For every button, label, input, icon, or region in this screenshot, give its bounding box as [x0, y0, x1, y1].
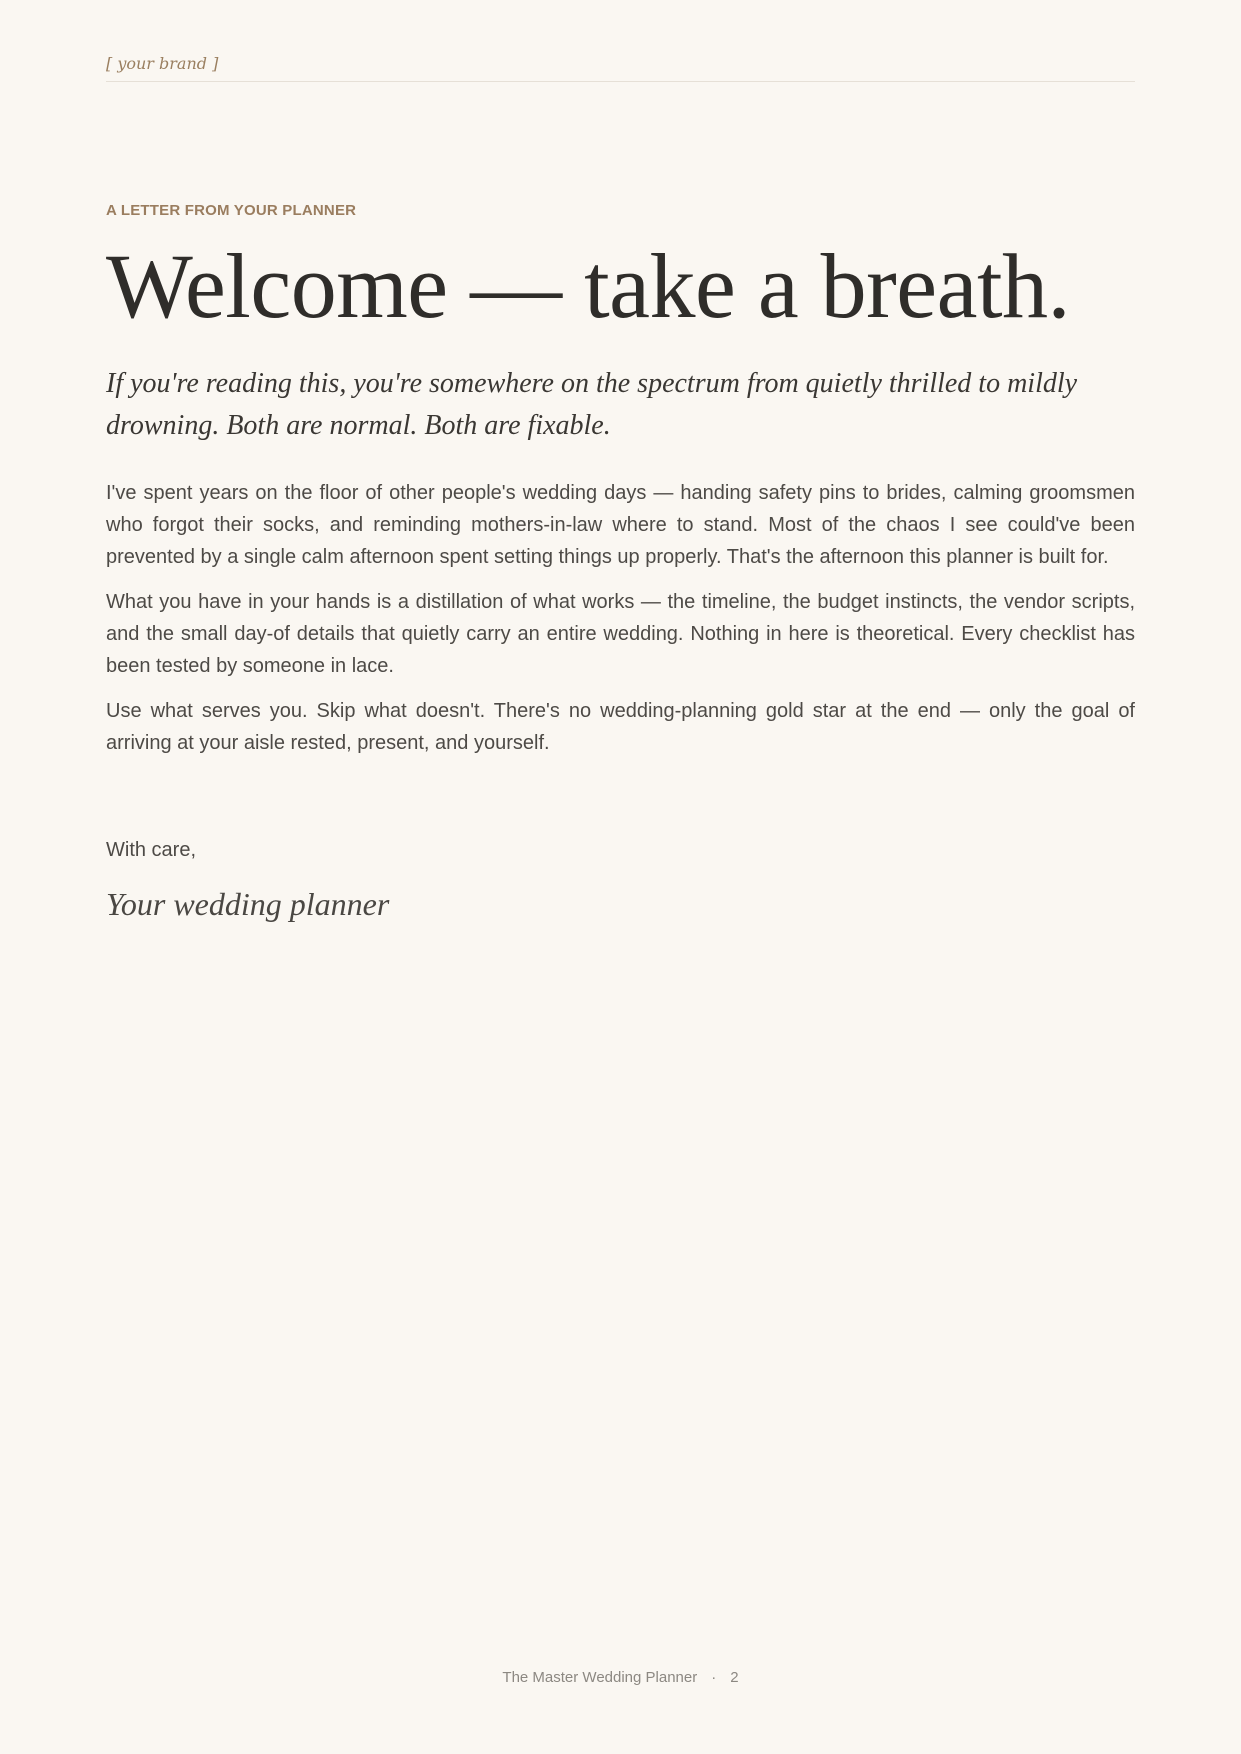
page-footer [106, 1668, 1135, 1688]
page [106, 0, 1135, 1754]
brand-placeholder: [ your brand ] [106, 54, 219, 73]
signoff: With care, [106, 839, 197, 861]
footer-separator: · [711, 1669, 717, 1686]
letter-body [106, 477, 1135, 772]
lead-paragraph: If you're reading this, you're somewhere on the spectrum from quietly thrilled to mildly drowning. Both are normal. Both are fixable. [106, 368, 1078, 441]
signature: Your wedding planner [106, 886, 390, 922]
body-paragraph-3: Use what serves you. Skip what doesn't. There's no wedding-planning gold star at the end — only the goal of arriving at your aisle rested, present, and yourself. [106, 700, 1135, 754]
body-paragraph-1: I've spent years on the floor of other people's wedding days — handing safety pins to brides, calming groomsmen who forgot their socks, and reminding mothers-in-law where to stand. Most of the chaos I see could've been prevented by a single calm afternoon spent setting things up properly. That's the afternoon this planner is built for. [106, 482, 1135, 568]
footer-title: The Master Wedding Planner [502, 1669, 698, 1686]
section-eyebrow: A LETTER FROM YOUR PLANNER [106, 202, 357, 219]
page-title: Welcome — take a breath. [106, 235, 1071, 337]
page-number: 2 [730, 1669, 739, 1686]
page-header [106, 52, 1135, 82]
body-paragraph-2: What you have in your hands is a distillation of what works — the timeline, the budget instincts, the vendor scripts, and the small day-of details that quietly carry an entire wedding. Nothing in here is theoretical. Every checklist has been tested by someone in lace. [106, 591, 1135, 677]
